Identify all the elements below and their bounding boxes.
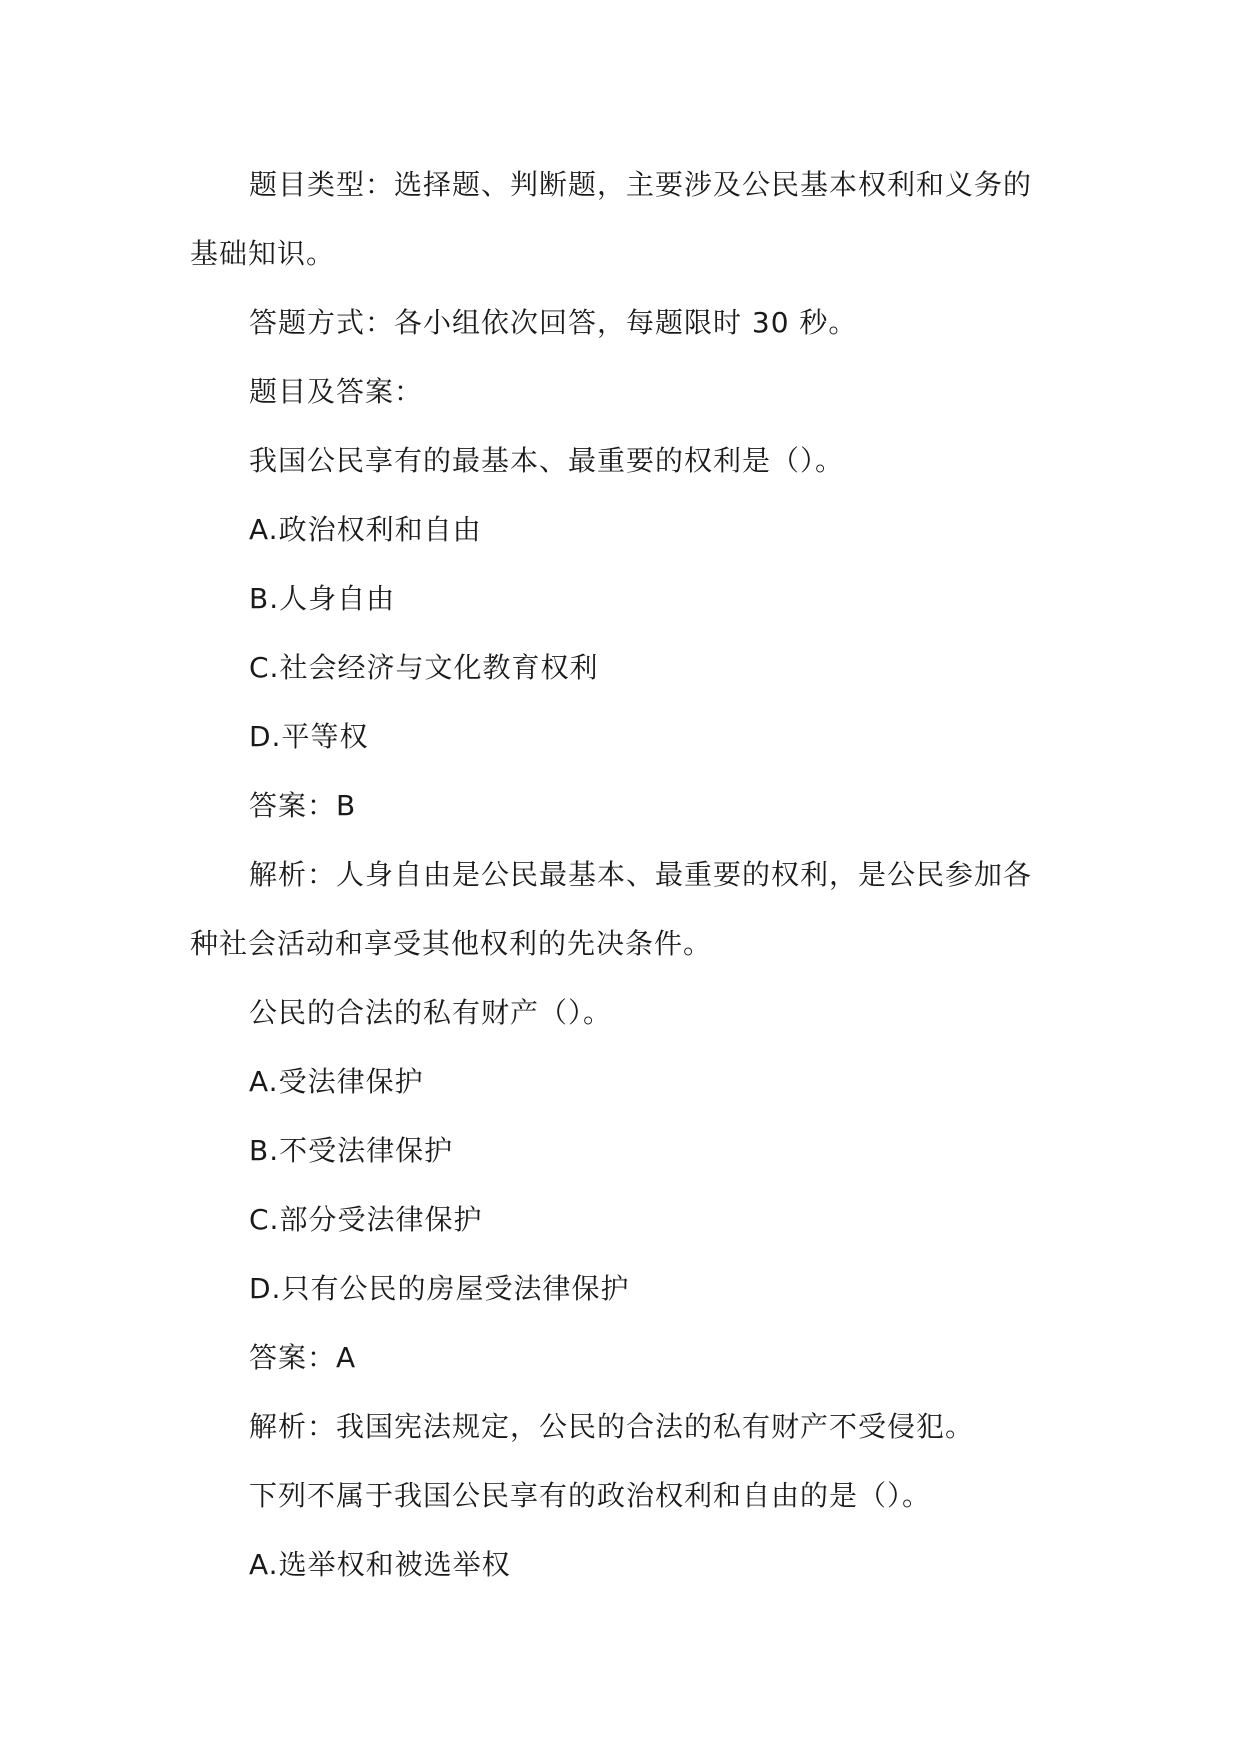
question-2-explanation: 解析：我国宪法规定，公民的合法的私有财产不受侵犯。 [249, 1410, 975, 1443]
question-2-option-a: A.受法律保护 [249, 1065, 424, 1098]
question-3-option-a: A.选举权和被选举权 [249, 1548, 511, 1581]
question-1-option-c: C.社会经济与文化教育权利 [249, 651, 599, 684]
answer-method-paragraph: 答题方式：各小组依次回答，每题限时 30 秒。 [249, 306, 858, 339]
question-1-explanation: 解析：人身自由是公民最基本、最重要的权利，是公民参加各种社会活动和享受其他权利的先决条件。 [190, 858, 1033, 960]
question-2-option-d: D.只有公民的房屋受法律保护 [249, 1272, 630, 1305]
question-1-option-d: D.平等权 [249, 720, 369, 753]
question-2-option-c: C.部分受法律保护 [249, 1203, 483, 1236]
question-2-option-b: B.不受法律保护 [249, 1134, 454, 1167]
question-1-option-a: A.政治权利和自由 [249, 513, 482, 546]
question-2: 公民的合法的私有财产（）。 [249, 996, 613, 1029]
question-3: 下列不属于我国公民享有的政治权利和自由的是（）。 [249, 1479, 932, 1512]
question-2-answer: 答案：A [249, 1341, 357, 1374]
section-heading: 题目及答案： [249, 375, 424, 408]
question-1-option-b: B.人身自由 [249, 582, 396, 615]
document-page [190, 150, 1050, 1599]
question-1-answer: 答案：B [249, 789, 357, 822]
question-1: 我国公民享有的最基本、最重要的权利是（）。 [249, 444, 845, 477]
question-type-paragraph: 题目类型：选择题、判断题，主要涉及公民基本权利和义务的基础知识。 [190, 168, 1033, 270]
